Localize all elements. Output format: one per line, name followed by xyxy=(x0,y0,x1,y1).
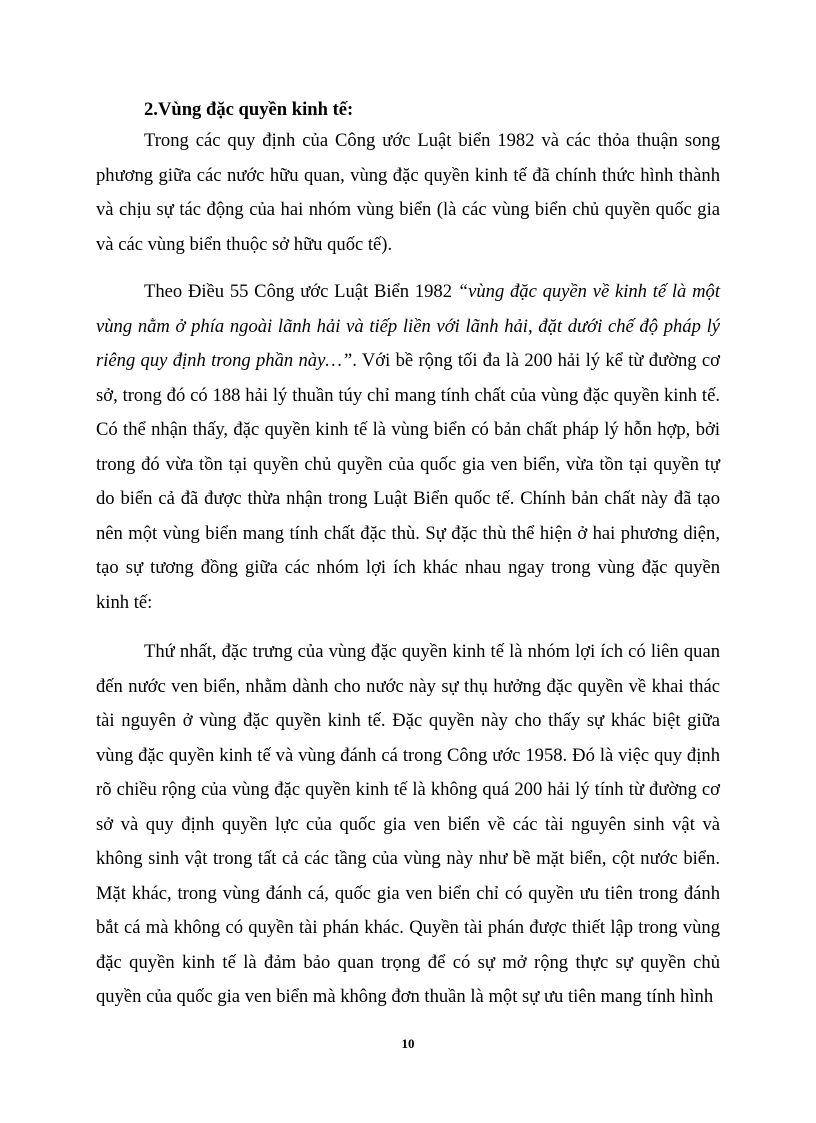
document-page xyxy=(96,96,720,1015)
paragraph-1: Trong các quy định của Công ước Luật biển 1982 và các thỏa thuận song phương giữa các nước hữu quan, vùng đặc quyền kinh tế đã chính thức hình thành và chịu sự tác động của hai nhóm vùng biển (là các vùng biển chủ quyền quốc gia và các vùng biển thuộc sở hữu quốc tế). xyxy=(96,130,720,255)
paragraph-2 xyxy=(96,275,720,620)
paragraph-3: Thứ nhất, đặc trưng của vùng đặc quyền kinh tế là nhóm lợi ích có liên quan đến nước ven biển, nhằm dành cho nước này sự thụ hưởng đặc quyền về khai thác tài nguyên ở vùng đặc quyền kinh tế. Đặc quyền này cho thấy sự khác biệt giữa vùng đặc quyền kinh tế và vùng đánh cá trong Công ước 1958. Đó là việc quy định rõ chiều rộng của vùng đặc quyền kinh tế là không quá 200 hải lý tính từ đường cơ sở và quy định quyền lực của quốc gia ven biển về các tài nguyên sinh vật và không sinh vật trong tất cả các tầng của vùng này như bề mặt biển, cột nước biển. Mặt khác, trong vùng đánh cá, quốc gia ven biển chỉ có quyền ưu tiên trong đánh bắt cá mà không có quyền tài phán khác. Quyền tài phán được thiết lập trong vùng đặc quyền kinh tế là đảm bảo quan trọng để có sự mở rộng thực sự quyền chủ quyền của quốc gia ven biển mà không đơn thuần là một sự ưu tiên mang tính hình xyxy=(96,641,720,1007)
paragraph-2-rest: . Với bề rộng tối đa là 200 hải lý kể từ đường cơ sở, trong đó có 188 hải lý thuần túy chỉ mang tính chất của vùng đặc quyền kinh tế. Có thể nhận thấy, đặc quyền kinh tế là vùng biển có bản chất pháp lý hỗn hợp, bởi trong đó vừa tồn tại quyền chủ quyền của quốc gia ven biển, vừa tồn tại quyền tự do biển cả đã được thừa nhận trong Luật Biển quốc tế. Chính bản chất này đã tạo nên một vùng biển mang tính chất đặc thù. Sự đặc thù thể hiện ở hai phương diện, tạo sự tương đồng giữa các nhóm lợi ích khác nhau ngay trong vùng đặc quyền kinh tế: xyxy=(96,350,721,613)
section-heading: 2.Vùng đặc quyền kinh tế: xyxy=(144,99,354,120)
paragraph-2-intro: Theo Điều 55 Công ước Luật Biển 1982 xyxy=(144,281,458,302)
page-number: 10 xyxy=(401,1036,415,1051)
article-55-quote: “vùng đặc quyền về kinh tế là một vùng nằm ở phía ngoài lãnh hải và tiếp liền với lãnh hải, đặt dưới chế độ pháp lý riêng quy định trong phần này…” xyxy=(96,281,720,371)
